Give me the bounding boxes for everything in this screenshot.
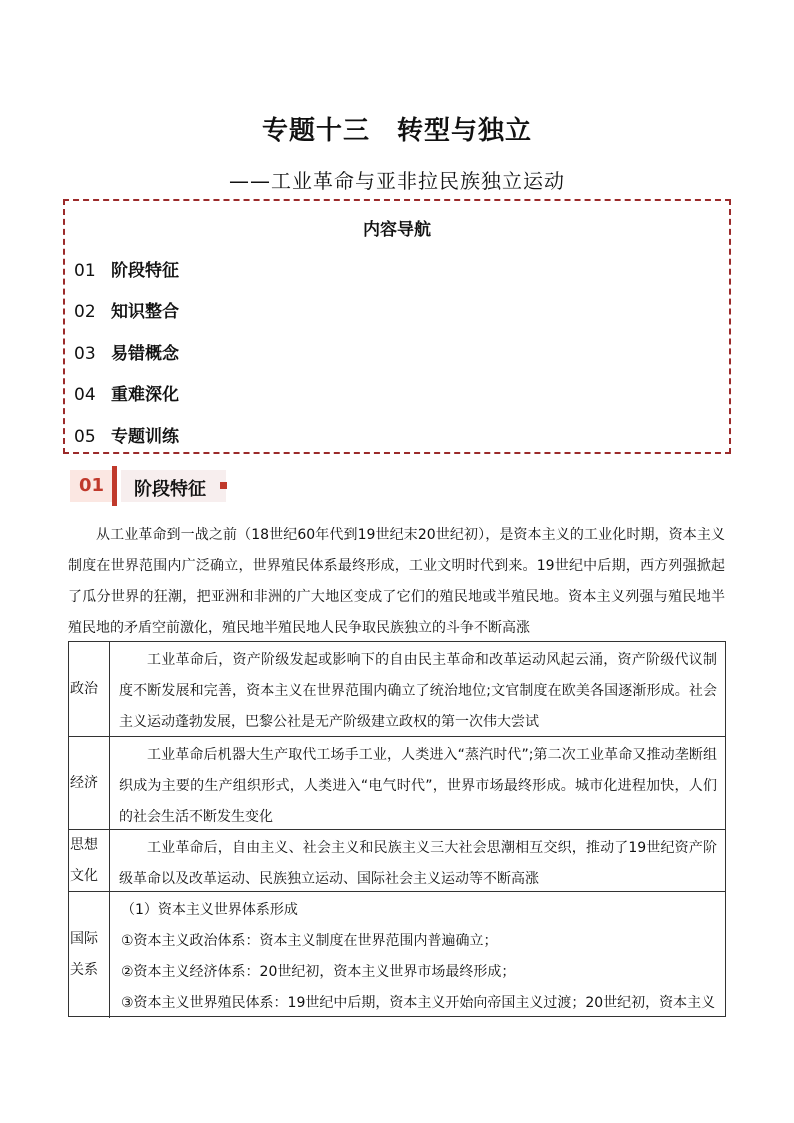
row-content: 工业革命后，自由主义、社会主义和民族主义三大社会思潮相互交织，推动了19世纪资产阶级革命以及改革运动、民族独立运动、国际社会主义运动等不断高涨 [119, 840, 717, 887]
nav-item-topic-training[interactable] [74, 422, 179, 447]
row-label [69, 830, 110, 891]
nav-item-number: 05 [74, 427, 96, 447]
row-label: 政治 [69, 642, 110, 736]
section-heading [70, 466, 240, 506]
page-title: 专题十三 转型与独立 [261, 116, 532, 146]
red-square-icon [220, 482, 227, 489]
row-content-list [111, 892, 725, 1019]
nav-item-knowledge-integration[interactable] [74, 297, 179, 322]
nav-item-number: 04 [74, 385, 96, 405]
row-label [69, 892, 110, 1018]
nav-item-label: 专题训练 [111, 427, 179, 447]
table-row-politics [69, 642, 725, 737]
table-row-culture [69, 830, 725, 892]
section-label: 阶段特征 [134, 479, 206, 500]
list-item: ①资本主义政治体系：资本主义制度在世界范围内普遍确立； [121, 933, 498, 949]
table-row-economy [69, 737, 725, 830]
nav-item-label: 知识整合 [111, 302, 179, 322]
nav-item-label: 重难深化 [111, 385, 179, 405]
nav-item-label: 易错概念 [111, 344, 179, 364]
row-label-line: 思想 [70, 836, 98, 853]
nav-item-key-difficulties[interactable] [74, 380, 179, 405]
nav-item-error-concepts[interactable] [74, 339, 179, 364]
row-label: 经济 [69, 737, 110, 829]
section-divider-bar [112, 466, 117, 506]
table-row-international [69, 892, 725, 1018]
row-label-line: 关系 [70, 962, 98, 978]
list-item: （1）资本主义世界体系形成 [121, 902, 298, 918]
nav-item-stage-features[interactable] [74, 256, 179, 281]
stage-features-table [68, 641, 726, 1017]
list-item: ②资本主义经济体系：20世纪初，资本主义世界市场最终形成； [121, 964, 516, 980]
section-number: 01 [79, 475, 105, 496]
row-content: 工业革命后机器大生产取代工场手工业，人类进入“蒸汽时代”;第二次工业革命又推动垄断组织成为主要的生产组织形式，人类进入“电气时代”，世界市场最终形成。城市化进程加快，人们的社会生活不断发生变化 [119, 747, 717, 825]
intro-paragraph: 从工业革命到一战之前（18世纪60年代到19世纪末20世纪初），是资本主义的工业化时期，资本主义制度在世界范围内广泛确立，世界殖民体系最终形成，工业文明时代到来。19世纪中后期，西方列强掀起了瓜分世界的狂潮，把亚洲和非洲的广大地区变成了它们的殖民地或半殖民地。资本主义列强与殖民地半殖民地的矛盾空前激化，殖民地半殖民地人民争取民族独立的斗争不断高涨 [68, 527, 725, 636]
row-content: 工业革命后，资产阶级发起或影响下的自由民主革命和改革运动风起云涌，资产阶级代议制度不断发展和完善，资本主义在世界范围内确立了统治地位;文官制度在欧美各国逐渐形成。社会主义运动蓬勃发展，巴黎公社是无产阶级建立政权的第一次伟大尝试 [119, 652, 717, 730]
nav-item-number: 02 [74, 302, 96, 322]
page-subtitle: ——工业革命与亚非拉民族独立运动 [229, 169, 565, 193]
nav-item-number: 03 [74, 344, 96, 364]
row-label-line: 国际 [70, 931, 98, 947]
nav-title: 内容导航 [363, 220, 431, 240]
nav-item-number: 01 [74, 261, 96, 281]
content-navigation-box [63, 199, 731, 454]
row-label-line: 文化 [70, 867, 98, 884]
nav-item-label: 阶段特征 [111, 261, 179, 281]
list-item: ③资本主义世界殖民体系：19世纪中后期，资本主义开始向帝国主义过渡；20世纪初，资本主义 [121, 995, 716, 1011]
